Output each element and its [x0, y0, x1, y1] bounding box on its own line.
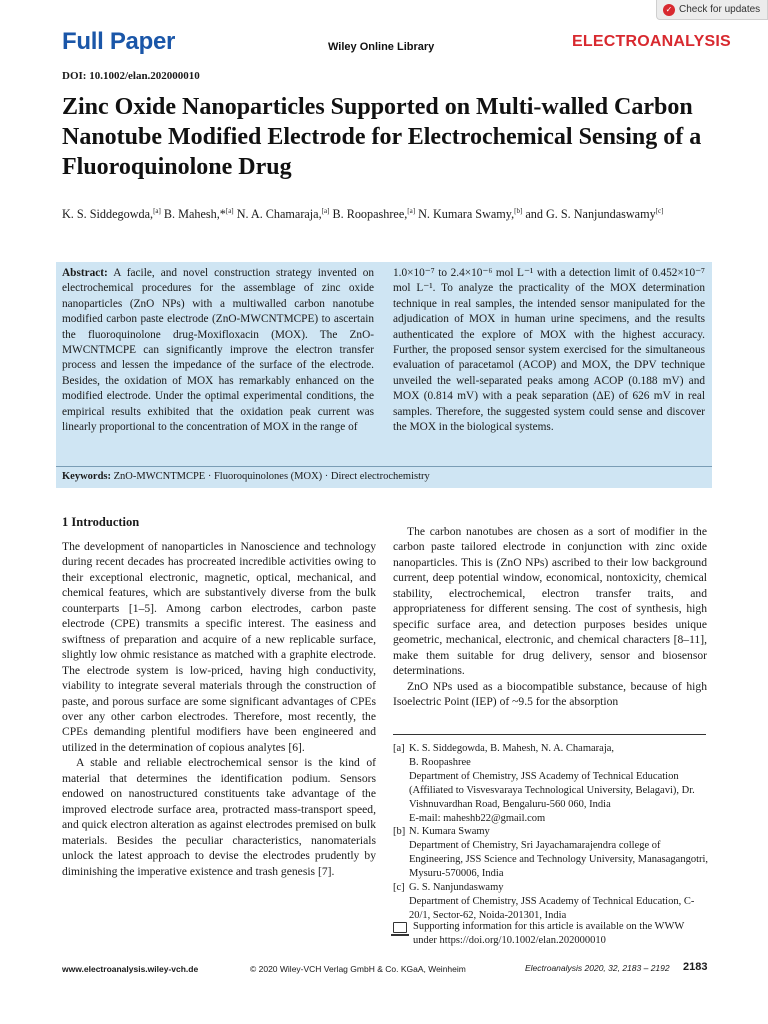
affiliation-tag: [a]	[393, 743, 405, 754]
abstract-label: Abstract:	[62, 267, 108, 279]
check-updates-label: Check for updates	[679, 4, 761, 15]
publisher-label: Wiley Online Library	[328, 41, 435, 53]
author-name: B. Mahesh,*	[160, 207, 226, 222]
affiliation-mark: [b]	[514, 207, 523, 215]
keywords	[62, 471, 430, 482]
copyright: © 2020 Wiley-VCH Verlag GmbH & Co. KGaA, Weinheim	[250, 964, 466, 974]
affiliation-a	[393, 742, 709, 756]
page-number: 2183	[683, 961, 708, 973]
paragraph: The development of nanoparticles in Nanoscience and technology during recent decades has procreated incredible activities owing to their exceptional electronic, magnetic, optical, mechanical, and chemical features, which are substantively diverse from the bulk counterparts [1–5]. Among carbon electrodes, carbon paste electrode (CPE) transmits a specific interest. The easiness and swiftness of preparation and acquire of a new replicable surface, slightly low ohmic resistance as matched with a graphite electrode. The electrode system is low-priced, having high conductivity, viability to integrate several materials through the construction of paste, and porous surface are some significant advantages of CPEs over any other carbon electrodes. Therefore, most recently, the CPEs demanding plentiful modifiers have been engineered and utilized in the determination of copious analytes [6].	[62, 540, 376, 754]
affiliation-names: N. Kumara Swamy	[409, 826, 490, 838]
author-name: and G. S. Nanjundaswamy	[522, 207, 656, 222]
affiliation-mark: [c]	[655, 207, 664, 215]
paragraph: A stable and reliable electrochemical sensor is the kind of material that determines the identification podium. Sensors endowed on nanostructured constituents take advantage of the improved electrode surface area, protracted mass-transport speed, and quick electron alteration as against electrodes premised on bulk materials. Besides the peculiar characteristics, nanomaterials unlock the latest approach to devise the electrodes prudently by diminishing the imperative existence and trash genesis [7].	[62, 756, 376, 878]
author-name: N. A. Chamaraja,	[233, 207, 322, 222]
journal-logo: ELECTROANALYSIS	[572, 33, 731, 50]
abstract-right-column: 1.0×10⁻⁷ to 2.4×10⁻⁶ mol L⁻¹ with a detection limit of 0.452×10⁻⁷ mol L⁻¹. To analyze the practicality of the MOX determination technique in real samples, the intended sensor manipulated for the adjudication of MOX in human urine specimens, and the results authenticated the explore of MOX with the highest accuracy. Further, the proposed sensor system exercised for the simultaneous evaluation of paracetamol (ACOP) and MOX, the DPV technique unveiled the well-separated peaks among ACOP (0.188 mV) and MOX (0.814 mV) with a peak separation (ΔE) of 626 mV in real samples. Therefore, the suggested system could sense and discover the MOX in the biological systems.	[393, 267, 705, 434]
paragraph: The carbon nanotubes are chosen as a sort of modifier in the carbon paste tailored electrode in conjunction with zinc oxide nanoparticles. This is (ZnO NPs) ascribed to their low background current, deep potential window, economical, nontoxicity, chemical stability, electrochemical, electron transfer traits, and appropriateness for different sensing. The cost of synthesis, high specific surface area, and detection purposes besides unique geometric, mechanical, electronic, and chemical characters [8–11], make them suitable for drug delivery, sensor and biosensor determinations.	[393, 525, 707, 678]
keywords-text: ZnO-MWCNTMCPE · Fluoroquinolones (MOX) · Direct electrochemistry	[111, 471, 430, 482]
citation: Electroanalysis 2020, 32, 2183 – 2192	[525, 963, 670, 973]
author-list	[62, 203, 722, 223]
check-updates-icon: ✓	[663, 4, 675, 16]
affiliation-address: Department of Chemistry, JSS Academy of Technical Education (Affiliated to Visvesvaraya Technological University, Belagavi), Dr. Vishnuvardhan Road, Bengaluru-560 060, India	[409, 770, 695, 810]
affiliation-names: K. S. Siddegowda, B. Mahesh, N. A. Chamaraja,	[409, 743, 615, 754]
affiliation-mark: [a]	[225, 207, 234, 215]
affiliation-tag: [c]	[393, 882, 405, 894]
affiliation-c	[393, 881, 709, 895]
supporting-info-text: Supporting information for this article is available on the WWW under https://doi.org/10.1002/elan.202000010	[413, 921, 685, 946]
affiliation-names: B. Roopashree	[409, 756, 471, 768]
affiliation-address: Department of Chemistry, JSS Academy of Technical Education, C-20/1, Sector-62, Noida-201301, India	[409, 895, 695, 921]
keywords-label: Keywords:	[62, 471, 111, 482]
affiliation-names: G. S. Nanjundaswamy	[409, 882, 504, 894]
doi: DOI: 10.1002/elan.202000010	[62, 70, 200, 82]
affiliation-mark: [a]	[153, 207, 161, 215]
abstract-left-column	[62, 266, 374, 435]
abstract-divider	[56, 466, 712, 467]
abstract-text-left: A facile, and novel construction strategy invented on electrochemical procedures for the assemblage of zinc oxide nanoparticles (ZnO NPs) with a multiwalled carbon nanotube modified carbon paste electrode (ZnO-MWCNTMCPE) to ascertain the fluoroquinolone drug-Moxifloxacin (MOX). The ZnO-MWCNTMCPE can significantly improve the electron transfer process and lessen the impedance of the surface of the electrode. Besides, the oxidation of MOX has remarkably enhanced on the modified electrode. Under the optimal experimental conditions, the empirical results exhibited that the oxidation peak current was linearly proportional to the concentration of MOX in the range of	[62, 267, 374, 434]
author-email: E-mail: maheshb22@gmail.com	[409, 812, 546, 824]
right-body-column	[393, 524, 707, 709]
author-name: K. S. Siddegowda,	[62, 207, 154, 222]
article-title: Zinc Oxide Nanoparticles Supported on Multi-walled Carbon Nanotube Modified Electrode for Electrochemical Sensing of a Fluoroquinolone Drug	[62, 94, 702, 180]
check-for-updates-badge[interactable]	[656, 0, 768, 20]
laptop-icon	[393, 922, 407, 933]
author-name: B. Roopashree,	[329, 207, 408, 222]
journal-url[interactable]: www.electroanalysis.wiley-vch.de	[62, 964, 199, 974]
section-label: Full Paper	[62, 28, 176, 55]
paragraph: ZnO NPs used as a biocompatible substance, because of high Isoelectric Point (IEP) of ~9.5 for the absorption	[393, 679, 707, 708]
affiliation-address: Department of Chemistry, Sri Jayachamarajendra college of Engineering, JSS Science and Technology University, Manasagangotri, Mysuru-570006, India	[409, 840, 709, 880]
affiliations	[393, 742, 709, 923]
affiliation-mark: [a]	[407, 207, 416, 215]
affiliation-mark: [a]	[321, 207, 330, 215]
footnote-divider	[393, 734, 706, 735]
affiliation-b	[393, 825, 709, 839]
supporting-info-note	[393, 920, 709, 948]
left-body-column	[62, 539, 376, 879]
affiliation-tag: [b]	[393, 826, 406, 838]
author-name: N. Kumara Swamy,	[415, 207, 515, 222]
section-heading: 1 Introduction	[62, 515, 140, 529]
